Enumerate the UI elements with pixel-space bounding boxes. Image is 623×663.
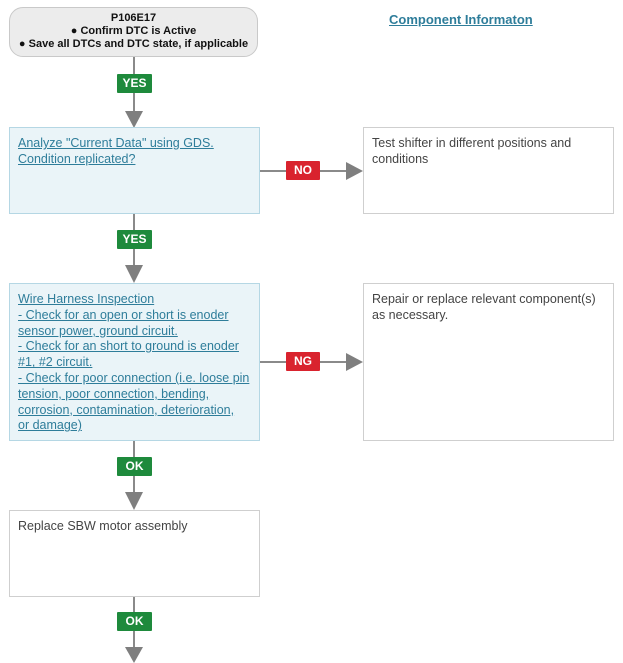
start-line-2: ● Save all DTCs and DTC state, if applicable — [18, 38, 249, 50]
arrow-right-icon — [346, 353, 363, 371]
analyze-line-1[interactable]: Analyze "Current Data" using GDS. — [18, 136, 214, 150]
wire-line[interactable]: sensor power, ground circuit. — [18, 323, 178, 338]
wire-line[interactable]: Wire Harness Inspection — [18, 292, 155, 306]
test-shifter-text: Test shifter in different positions and conditions — [372, 136, 572, 166]
no-badge: NO — [286, 161, 320, 180]
wire-line[interactable]: - Check for poor connection (i.e. loose pin — [18, 370, 250, 385]
wire-harness-step[interactable] — [9, 283, 260, 441]
ok-badge: OK — [117, 457, 152, 476]
repair-text: Repair or replace relevant component(s) as necessary. — [372, 292, 596, 322]
yes-badge: YES — [117, 230, 152, 249]
arrow-down-icon — [125, 647, 143, 663]
replace-motor-step — [9, 510, 260, 597]
analyze-line-2[interactable]: Condition replicated? — [18, 151, 136, 166]
wire-line[interactable]: - Check for an short to ground is enoder — [18, 339, 239, 354]
arrow-down-icon — [125, 492, 143, 510]
ng-badge: NG — [286, 352, 320, 371]
wire-line[interactable]: or damage) — [18, 418, 82, 433]
start-node — [9, 7, 258, 57]
wire-line[interactable]: #1, #2 circuit. — [18, 355, 93, 370]
repair-step — [363, 283, 614, 441]
replace-motor-text: Replace SBW motor assembly — [18, 519, 188, 533]
ok-badge: OK — [117, 612, 152, 631]
dtc-code: P106E17 — [110, 12, 157, 24]
arrow-down-icon — [125, 111, 143, 128]
wire-line[interactable]: tension, poor connection, bending, — [18, 386, 210, 401]
arrow-right-icon — [346, 162, 363, 180]
analyze-step[interactable] — [9, 127, 260, 214]
component-information-link[interactable]: Component Informaton — [389, 12, 533, 27]
wire-line[interactable]: - Check for an open or short is enoder — [18, 307, 229, 322]
yes-badge: YES — [117, 74, 152, 93]
test-shifter-step — [363, 127, 614, 214]
wire-line[interactable]: corrosion, contamination, deterioration, — [18, 402, 235, 417]
arrow-down-icon — [125, 265, 143, 283]
start-line-1: ● Confirm DTC is Active — [70, 25, 197, 37]
